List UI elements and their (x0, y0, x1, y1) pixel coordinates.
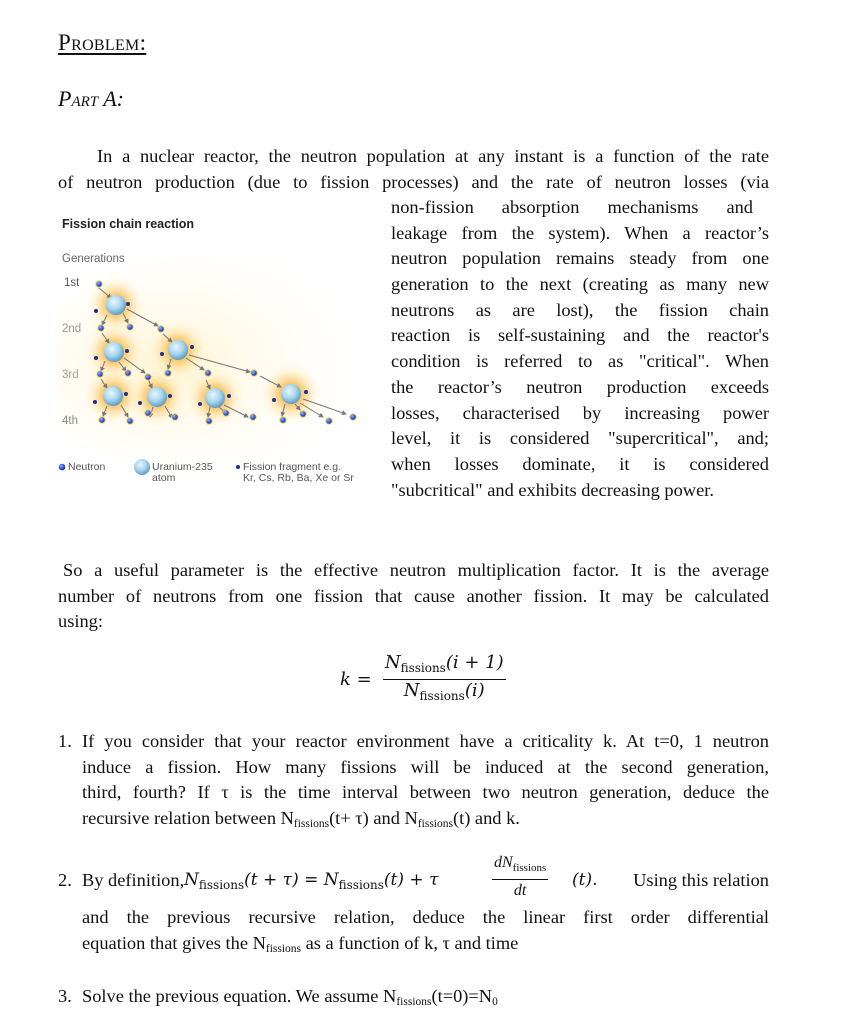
multiplication-line: using: (58, 611, 103, 631)
k-formula-lhs: k = (340, 669, 372, 690)
q1-sub-2: fissions (417, 817, 453, 830)
q2-line3-a: equation that gives the N (82, 932, 266, 953)
generations-label: Generations (62, 253, 125, 265)
intro-wrap-line: neutrons as are lost), the fission chain (391, 299, 769, 320)
q2-derivative-fraction (492, 852, 548, 901)
intro-wrap-line: leakage from the system). When a reactor’s (391, 222, 769, 243)
intro-wrap-line: condition is referred to as "critical". When (391, 351, 769, 372)
q2-dN-sub: fissions (512, 862, 547, 874)
question-2-line-3 (82, 933, 769, 959)
k-formula (340, 652, 506, 707)
fission-chain-diagram (55, 205, 380, 495)
question-1-line: induce a fission. How many fissions will be induced at the second generation, (82, 756, 769, 777)
q2-eq-N2: N (323, 870, 339, 890)
question-3-number: 3. (58, 986, 72, 1006)
q2-tail: Using this relation (633, 870, 769, 890)
diagram-title: Fission chain reaction (62, 217, 194, 231)
intro-wrap-line: losses, characterised by increasing power (391, 402, 769, 423)
k-denominator (383, 680, 506, 707)
question-2-line: and the previous recursive relation, deduce the linear first order differential (82, 907, 769, 927)
question-1-last-line (82, 808, 769, 834)
intro-line-2-text: of neutron production (due to fission processes) and the rate of neutron losses (via (58, 172, 769, 192)
q2-eq-sub2: fissions (338, 878, 384, 892)
multiplication-paragraph (63, 560, 769, 586)
question-1-line: third, fourth? If τ is the time interval between two neutron generation, deduce the (82, 782, 769, 802)
q2-eq-N1: N (184, 870, 199, 890)
intro-wrap-line: reaction is self-sustaining and the reactor's (391, 325, 769, 346)
intro-line-2 (58, 172, 769, 193)
q3-text-a: Solve the previous equation. We assume N (82, 986, 397, 1006)
legend-fragment-label (243, 462, 354, 484)
q1-text-b: (t+ τ) and N (329, 807, 418, 828)
denominator-arg: (i) (464, 680, 485, 701)
legend-neutron-label: Neutron (68, 461, 106, 473)
q3-sub: fissions (396, 996, 432, 1008)
denominator-sub: fissions (419, 689, 465, 703)
part-a-heading: Part A: (58, 86, 124, 111)
k-numerator (383, 652, 506, 680)
question-3 (82, 986, 498, 1008)
legend-uranium-icon (134, 459, 150, 475)
q2-eq-arg2: (t) + τ (383, 870, 439, 890)
legend-uranium-line2: atom (152, 472, 176, 484)
q1-text-c: (t) and k. (452, 807, 520, 828)
numerator-sub: fissions (400, 661, 446, 675)
problem-heading: Problem: (58, 30, 147, 55)
q2-eq-arg3: (t). (572, 870, 598, 890)
numerator-arg: (i + 1) (445, 652, 504, 673)
numerator-N: N (384, 652, 401, 673)
q2-lead: By definition, (82, 870, 185, 890)
question-2-number: 2. (58, 870, 72, 890)
chain-reaction-graphic (55, 205, 380, 495)
denominator-N: N (403, 680, 420, 701)
question-1 (82, 731, 769, 833)
intro-wrap-line: neutron population remains steady from one (391, 248, 769, 269)
q3-text-b: (t=0)=N (431, 986, 493, 1006)
legend-uranium-label (152, 462, 213, 484)
q2-eq-sub1: fissions (198, 878, 245, 892)
q2-dN: dN (494, 854, 513, 871)
legend-fragment-icon (236, 465, 240, 469)
intro-line-1 (97, 146, 769, 167)
multiplication-line: So a useful parameter is the effective neutron multiplication factor. It is the average (63, 560, 769, 580)
legend-fragment-line1: Fission fragment e.g. (243, 461, 342, 473)
intro-wrap-line: the reactor’s neutron production exceeds (391, 376, 769, 397)
q1-text-a: recursive relation between N (82, 807, 294, 828)
intro-wrap-line: generation to the next (creating as many new (391, 274, 769, 295)
intro-line-1-text: In a nuclear reactor, the neutron population at any instant is a function of the rate (97, 146, 769, 166)
question-1-number: 1. (58, 731, 72, 751)
question-2-rest (82, 907, 769, 958)
legend-neutron-icon (59, 464, 66, 471)
k-fraction (383, 652, 506, 707)
q3-sub-0: 0 (492, 996, 498, 1008)
q2-derivative-denominator: dt (513, 882, 527, 899)
question-1-line: If you consider that your reactor environment have a criticality k. At t=0, 1 neutron (82, 731, 769, 751)
q1-sub-1: fissions (293, 817, 330, 830)
q2-derivative-numerator (492, 852, 548, 880)
intro-wrap-line: level, it is considered "supercritical", and; (391, 428, 769, 449)
intro-wrap-line: non-fission absorption mechanisms and (391, 197, 753, 217)
intro-wrap-line: when losses dominate, it is considered (391, 453, 769, 474)
intro-wrap-line: "subcritical" and exhibits decreasing power. (391, 479, 714, 500)
multiplication-line: number of neutrons from one fission that cause another fission. It may be calculated (58, 585, 769, 606)
q2-eq-arg1: (t + τ) = (244, 870, 319, 890)
q2-equation (184, 870, 438, 892)
question-2-first-line (82, 852, 769, 902)
q2-line3-sub: fissions (265, 942, 302, 955)
q2-line3-b: as a function of k, τ and time (305, 932, 519, 953)
multiplication-paragraph-cont (58, 586, 769, 637)
intro-wrapped-column (391, 197, 769, 505)
generation-label-1st: 1st (64, 277, 80, 289)
legend-uranium-line1: Uranium-235 (152, 461, 213, 473)
legend-fragment-line2: Kr, Cs, Rb, Ba, Xe or Sr (243, 472, 354, 484)
